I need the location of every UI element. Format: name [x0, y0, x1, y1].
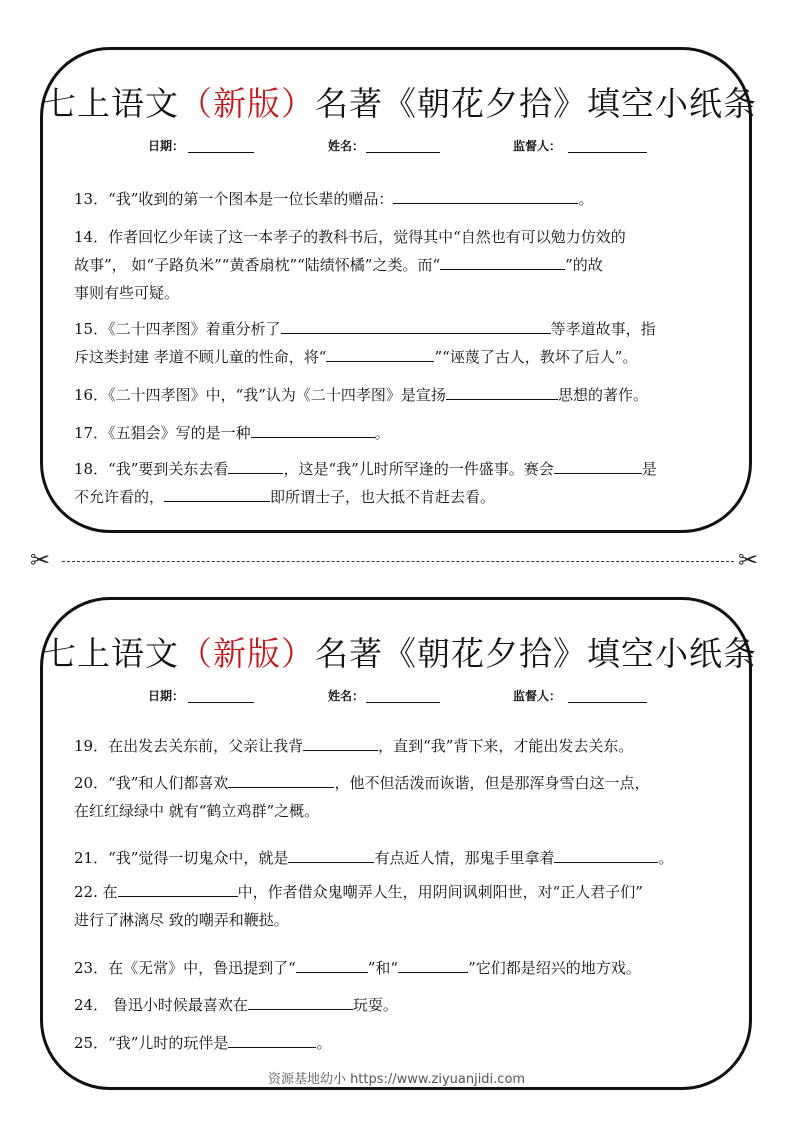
question-15-line2: 斥这类封建 孝道不顾儿童的性命，将“ ”“诬蔑了古人，教坏了后人”。 [74, 348, 638, 366]
answer-blank[interactable] [393, 188, 578, 204]
question-21: 21．“我”觉得一切鬼众中，就是 有点近人情，那鬼手里拿着 。 [74, 849, 674, 867]
question-15: 15．《二十四孝图》着重分析了 等孝道故事，指 [74, 320, 656, 338]
name-field[interactable] [366, 152, 440, 153]
question-14-line3: 事则有些可疑。 [74, 284, 180, 302]
answer-blank[interactable] [228, 458, 283, 474]
supervisor-field[interactable] [568, 152, 647, 153]
meta-row [43, 687, 749, 707]
question-25: 25．“我”儿时的玩伴是 。 [74, 1034, 332, 1052]
answer-blank[interactable] [440, 254, 565, 270]
date-field[interactable] [188, 702, 254, 703]
supervisor-label: 监督人： [513, 689, 562, 703]
name-field[interactable] [366, 702, 440, 703]
question-20-line2: 在红红绿绿中 就有“鹤立鸡群”之概。 [74, 802, 320, 820]
question-22: 22. 在 中，作者借众鬼嘲弄人生，用阴间讽刺阳世，对“正人君子们” [74, 883, 643, 901]
note-card-1 [40, 47, 757, 533]
answer-blank[interactable] [228, 1032, 316, 1048]
answer-blank[interactable] [446, 384, 558, 400]
question-22-line2: 进行了淋漓尽 致的嘲弄和鞭挞。 [74, 911, 289, 929]
answer-blank[interactable] [554, 847, 658, 863]
question-19: 19．在出发去关东前，父亲让我背 ，直到“我”背下来，才能出发去关东。 [74, 737, 634, 755]
question-17: 17．《五猖会》写的是一种 。 [74, 424, 390, 442]
supervisor-field[interactable] [568, 702, 647, 703]
question-24: 24． 鲁迅小时候最喜欢在 玩耍。 [74, 996, 398, 1014]
scissors-icon: ✂ [30, 546, 51, 574]
meta-row [43, 137, 749, 157]
question-16: 16．《二十四孝图》中，“我”认为《二十四孝图》是宣扬 思想的著作。 [74, 386, 648, 404]
name-label: 姓名： [328, 139, 365, 153]
question-13: 13．“我”收到的第一个图本是一位长辈的赠品： 。 [74, 190, 594, 208]
answer-blank[interactable] [251, 422, 375, 438]
supervisor-label: 监督人： [513, 139, 562, 153]
question-20: 20．“我”和人们都喜欢 ，他不但活泼而诙谐，但是那浑身雪白这一点， [74, 774, 650, 792]
answer-blank[interactable] [118, 881, 238, 897]
answer-blank[interactable] [281, 318, 551, 334]
answer-blank[interactable] [398, 957, 468, 973]
answer-blank[interactable] [296, 957, 368, 973]
answer-blank[interactable] [554, 458, 642, 474]
scissors-icon: ✂ [738, 546, 759, 574]
answer-blank[interactable] [288, 847, 374, 863]
question-23: 23．在《无常》中，鲁迅提到了“ ”和“ ”它们都是绍兴的地方戏。 [74, 959, 641, 977]
answer-blank[interactable] [228, 772, 334, 788]
question-14-line2: 故事”， 如“子路负米”“黄香扇枕”“陆绩怀橘”之类。而“ ”的故 [74, 256, 603, 274]
name-label: 姓名： [328, 689, 365, 703]
date-label: 日期： [148, 139, 185, 153]
footer-watermark: 资源基地幼小 https://www.ziyuanjidi.com [267, 1072, 526, 1087]
answer-blank[interactable] [248, 994, 353, 1010]
card-title: 七上语文（新版）名著《朝花夕拾》填空小纸条 [43, 634, 757, 673]
date-label: 日期： [148, 689, 185, 703]
question-18: 18．“我”要到关东去看 ，这是“我”儿时所罕逢的一件盛事。赛会 是 [74, 460, 657, 478]
question-14: 14．作者回忆少年读了这一本孝子的教科书后，觉得其中“自然也有可以勉力仿效的 [74, 228, 626, 246]
date-field[interactable] [188, 152, 254, 153]
note-card-2 [40, 597, 757, 1090]
answer-blank[interactable] [326, 346, 434, 362]
cut-line [62, 561, 734, 562]
question-18-line2: 不允许看的， 即所谓士子，也大抵不肯赶去看。 [74, 488, 496, 506]
answer-blank[interactable] [303, 735, 378, 751]
card-title: 七上语文（新版）名著《朝花夕拾》填空小纸条 [43, 84, 757, 123]
answer-blank[interactable] [164, 486, 270, 502]
